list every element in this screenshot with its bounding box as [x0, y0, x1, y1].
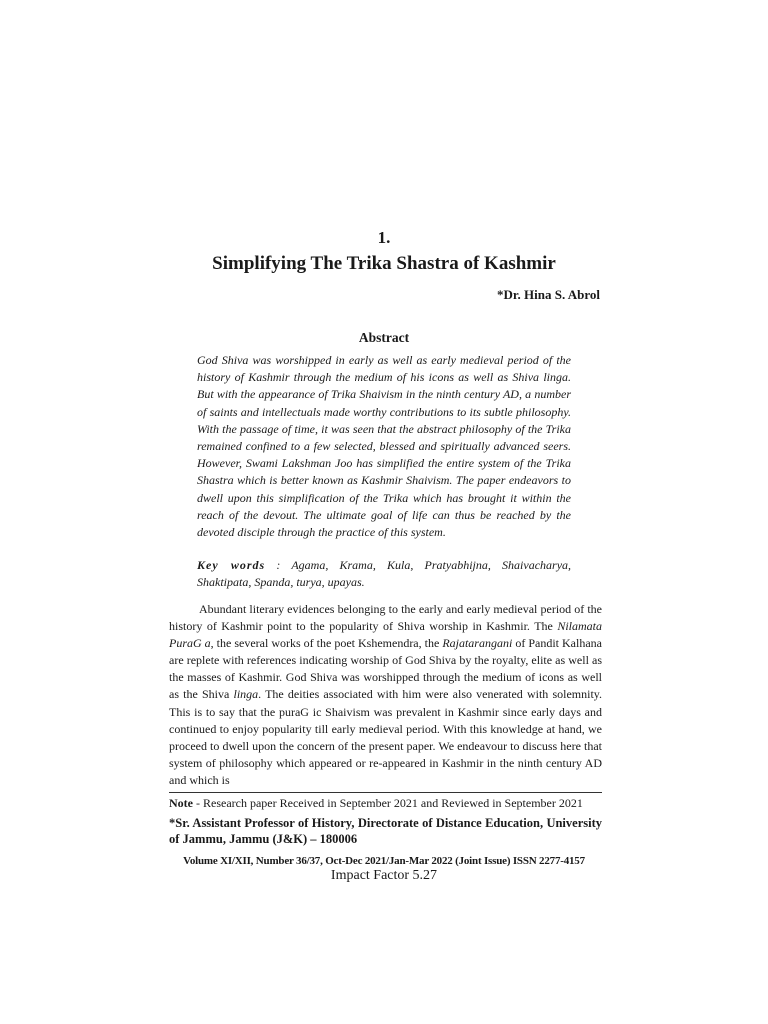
footnote-note — [169, 795, 602, 811]
keywords-label: Key words — [197, 558, 266, 572]
note-label: Note — [169, 796, 193, 810]
author-affiliation: *Sr. Assistant Professor of History, Directorate of Distance Education, University of Jammu, Jammu (J&K) – 180006 — [169, 816, 602, 846]
author-name: *Dr. Hina S. Abrol — [497, 287, 600, 302]
body-text-part: Abundant literary evidences belonging to the early and early medieval period of the history of Kashmir point to the popularity of Shiva worship in Kashmir. The — [169, 602, 602, 634]
rajatarangani-title: Rajatarangani — [442, 636, 513, 651]
nilamata-title: Nilamata PuraG a — [169, 619, 602, 651]
footnote-divider — [169, 792, 602, 793]
body-text-part: . The deities associated with him were also venerated with solemnity. This is to say that the puraG ic Shaivism was prevalent in Kashmir since early days and continued to enjoy popularity till early medieval period. With this knowledge at hand, we proceed to dwell upon the concern of the present paper. We endeavour to discuss here that system of philosophy which appeared or re-appeared in Kashmir in the ninth century AD and which is — [169, 687, 602, 787]
abstract-heading: Abstract — [358, 330, 410, 345]
keywords-separator: : — [265, 558, 292, 572]
body-paragraph — [169, 601, 602, 789]
note-text: - Research paper Received in September 2021 and Reviewed in September 2021 — [193, 796, 583, 810]
linga-term: linga — [233, 687, 259, 702]
journal-volume-info: Volume XI/XII, Number 36/37, Oct-Dec 2021/Jan-Mar 2022 (Joint Issue) ISSN 2277-4157 — [183, 855, 585, 867]
abstract-text: God Shiva was worshipped in early as well as early medieval period of the history of Kashmir through the medium of his icons as well as Shiva linga. But with the appearance of Trika Shaivism in the ninth century AD, a number of saints and intellectuals made worthy contributions to its subtle philosophy. With the passage of time, it was seen that the abstract philosophy of the Trika remained confined to a few selected, blessed and spiritually advanced seers. However, Swami Lakshman Joo has simplified the entire system of the Trika Shastra which is better known as Kashmir Shaivism. The paper endeavors to dwell upon this simplification of the Trika which has brought it within the reach of the devout. The ultimate goal of life can thus be reached by the devoted disciple through the practice of this system. — [197, 353, 571, 540]
chapter-number: 1. — [377, 228, 391, 247]
body-text-part: , the several works of the poet Kshemendra, the — [210, 636, 443, 651]
paper-title: Simplifying The Trika Shastra of Kashmir — [212, 253, 556, 274]
body-text-part: of Pandit Kalhana are replete with references indicating worship of God Shiva by the royalty, elite as well as the masses of Kashmir. God Shiva was worshipped through the medium of icons as well as the Shiva — [169, 636, 602, 702]
keywords-list: Agama, Krama, Kula, Pratyabhijna, Shaivacharya, Shaktipata, Spanda, turya, upayas. — [197, 558, 572, 589]
keywords-paragraph — [197, 557, 571, 591]
impact-factor: Impact Factor 5.27 — [330, 868, 438, 883]
